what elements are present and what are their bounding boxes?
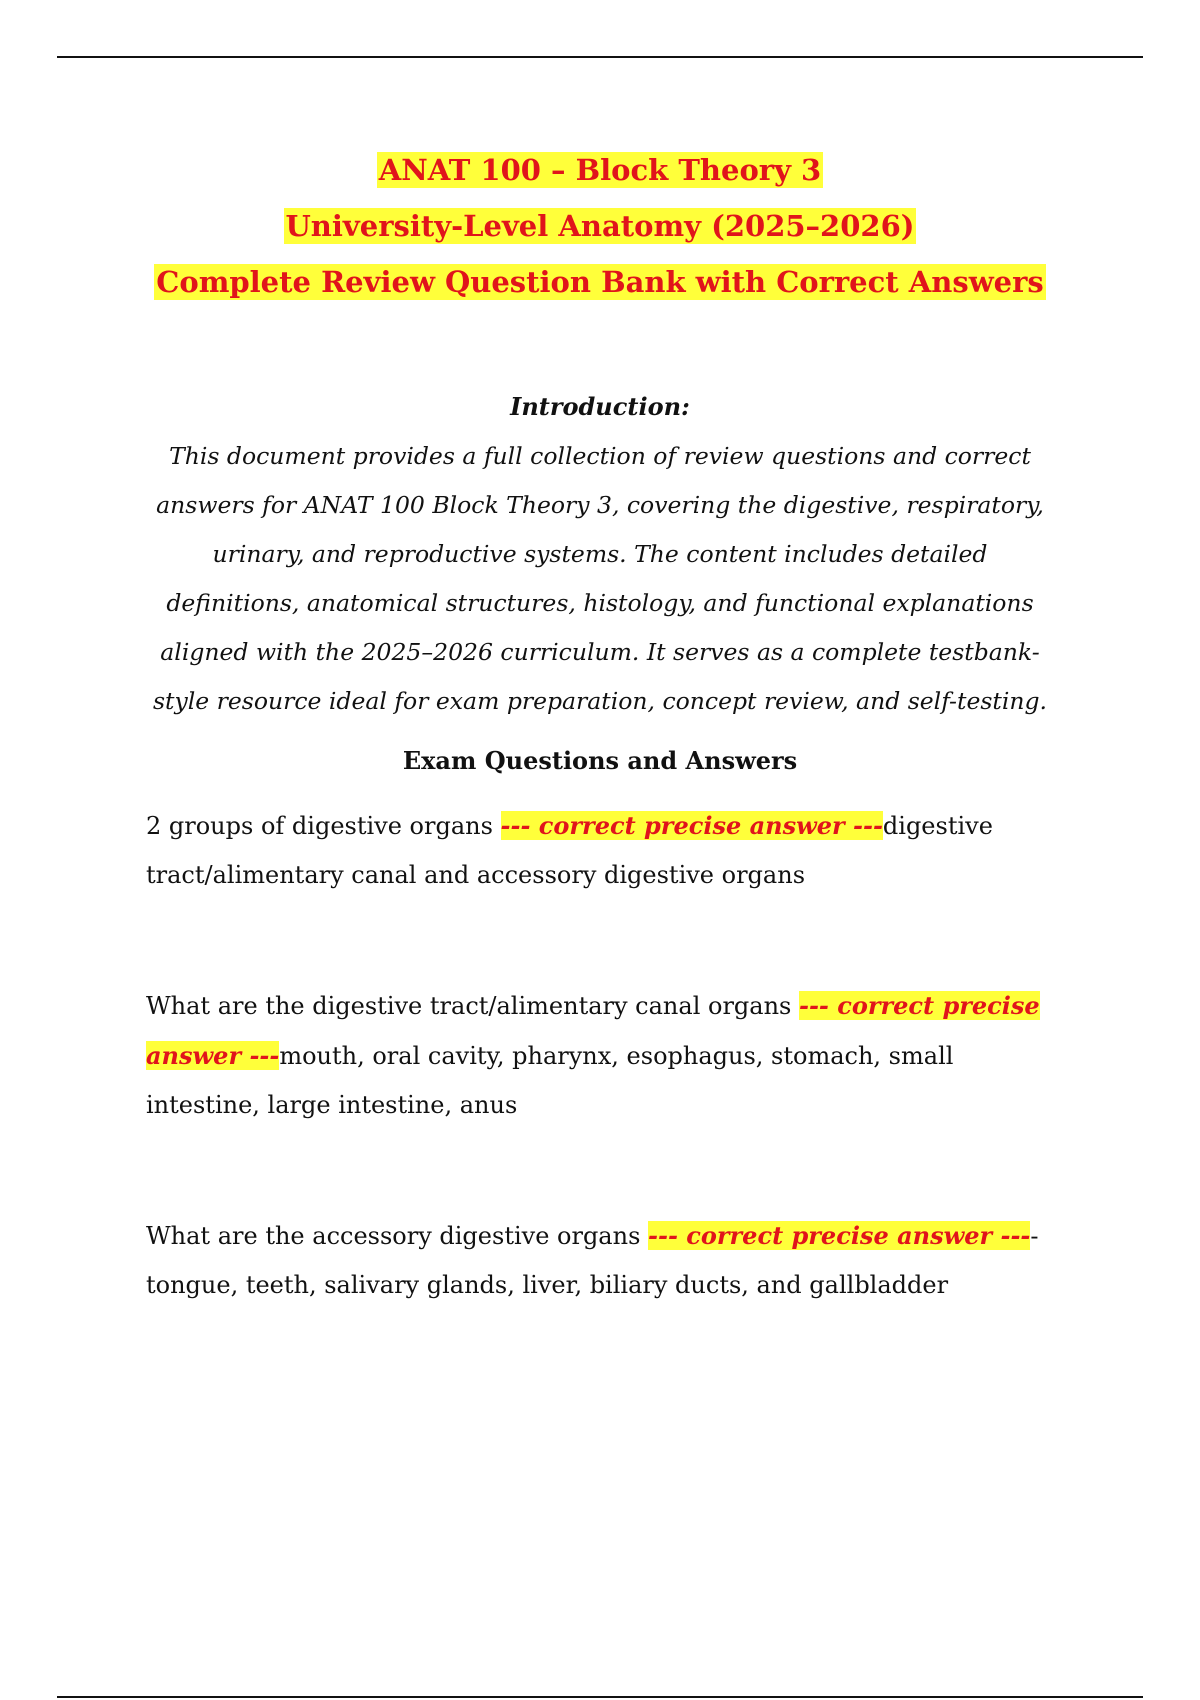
question-text: What are the accessory digestive organs <box>146 1222 649 1250</box>
title-highlight: Complete Review Question Bank with Correct Answers <box>156 265 1044 299</box>
answer-text: digestive tract/alimentary canal and accessory digestive organs <box>146 812 993 889</box>
answer-text: mouth, oral cavity, pharynx, esophagus, stomach, small intestine, large intestine, anus <box>146 1042 954 1119</box>
top-rule <box>57 56 1143 58</box>
answer-marker: --- correct precise answer --- <box>648 1221 1031 1250</box>
bottom-rule <box>57 1696 1143 1698</box>
answer-marker: --- correct precise answer --- <box>500 811 883 840</box>
title-line-3 <box>146 254 1054 310</box>
question-text: What are the digestive tract/alimentary canal organs <box>146 992 799 1020</box>
intro-paragraph: This document provides a full collection of review questions and correct answers for ANAT 100 Block Theory 3, covering the digestive, respiratory, urinary, and reproductive systems. The content includes detailed definitions, anatomical structures, histology, and functional explanations aligned with the 2025–2026 curriculum. It serves as a complete testbank-style resource ideal for exam preparation, concept review, and self-testing. <box>152 442 1048 715</box>
title-highlight: ANAT 100 – Block Theory 3 <box>378 153 822 187</box>
title-block <box>146 142 1054 310</box>
answer-marker: --- correct precise answer --- <box>146 991 1040 1070</box>
answer-text: - tongue, teeth, salivary glands, liver, biliary ducts, and gallbladder <box>146 1222 1039 1299</box>
title-line-2 <box>146 198 1054 254</box>
title-highlight: University-Level Anatomy (2025–2026) <box>285 209 915 243</box>
title-line-1 <box>146 142 1054 198</box>
page-content <box>146 142 1054 1334</box>
qa-item <box>146 1211 1054 1310</box>
intro-heading: Introduction: <box>510 392 690 421</box>
qa-item <box>146 981 1054 1130</box>
qa-item <box>146 801 1054 900</box>
question-text: 2 groups of digestive organs <box>146 812 501 840</box>
section-heading: Exam Questions and Answers <box>402 746 798 775</box>
